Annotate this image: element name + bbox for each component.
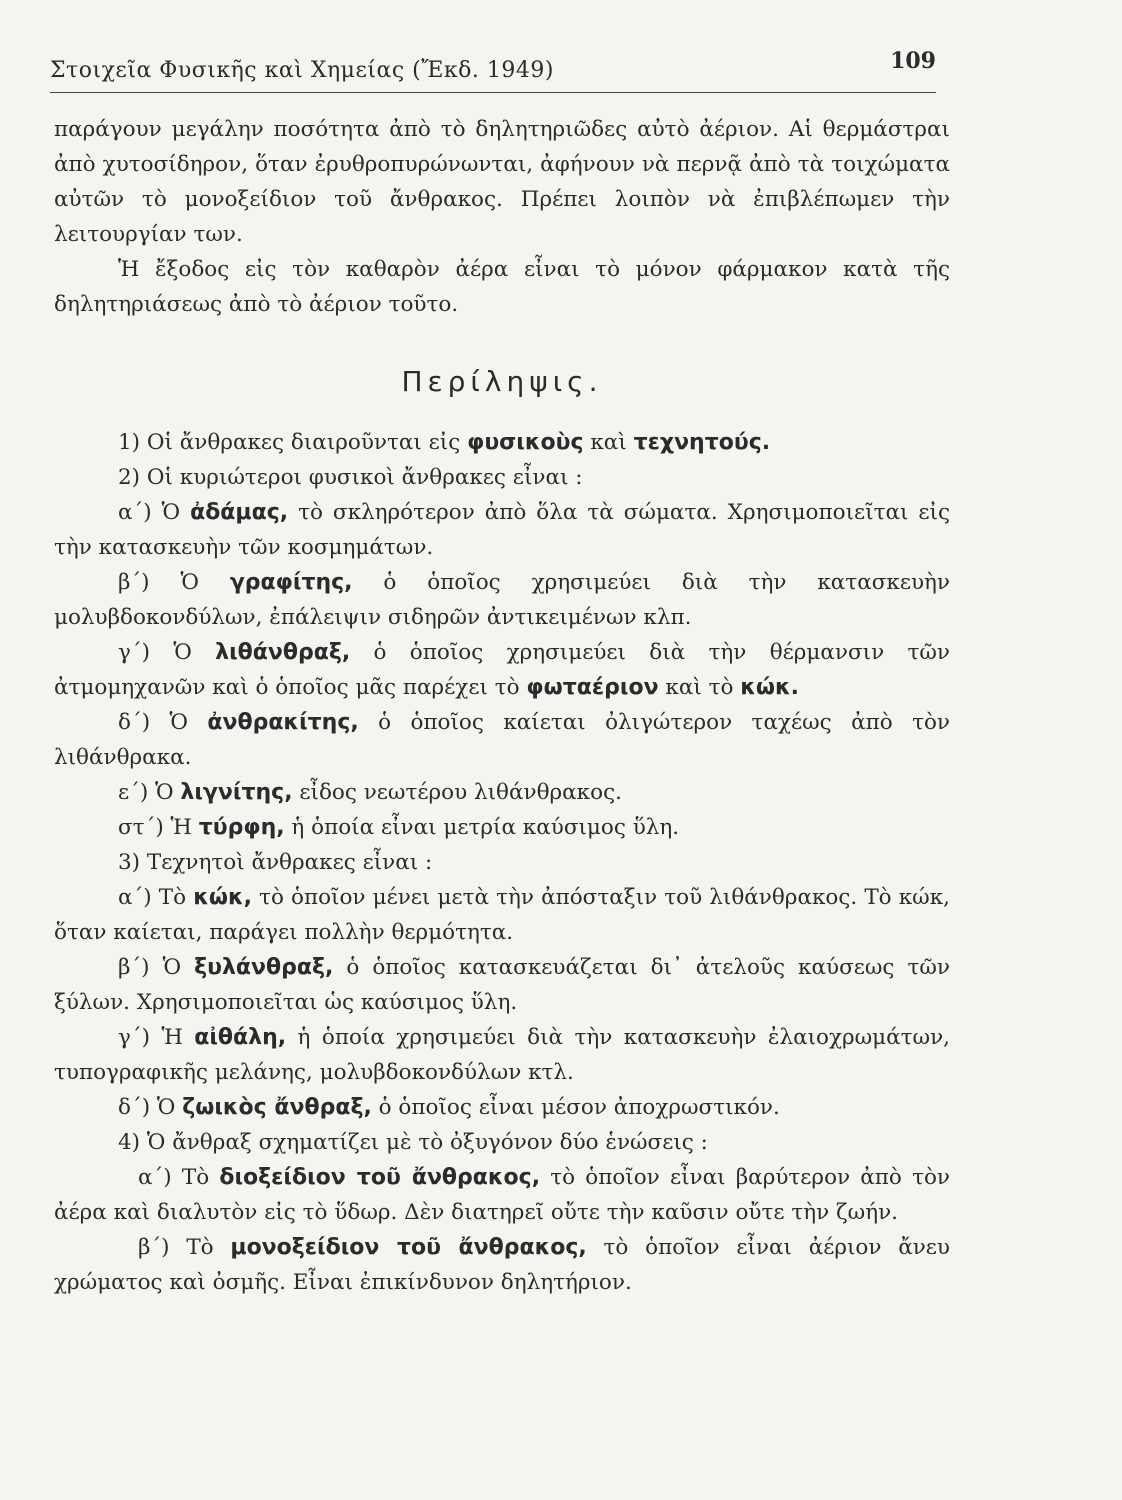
- summary-item-3: 3) Τεχνητοὶ ἄνθρακες εἶναι :: [118, 850, 433, 875]
- running-header: [50, 48, 936, 93]
- summary-item-4b: β΄) Τὸ μονοξείδιον τοῦ ἄνθρακος, τὸ ὁποῖον εἶναι ἀέριον ἄνευ χρώματος καὶ ὀσμῆς. Εἶναι ἐπικίνδυνον δηλητήριον.: [54, 1235, 950, 1295]
- summary-item-2a: α΄) Ὁ ἀδάμας, τὸ σκληρότερον ἀπὸ ὅλα τὰ σώματα. Χρησιμοποιεῖται εἰς τὴν κατασκευὴν τῶν κοσμημάτων.: [54, 500, 950, 560]
- paragraph-continuation: παράγουν μεγάλην ποσότητα ἀπὸ τὸ δηλητηριῶδες αὐτὸ ἀέριον. Αἱ θερμάστραι ἀπὸ χυτοσίδηρον, ὅταν ἐρυθροπυρώνωνται, ἀφήνουν νὰ περνᾷ ἀπὸ τὰ τοιχώματα αὐτῶν τὸ μονοξείδιον τοῦ ἄνθρακος. Πρέπει λοιπὸν νὰ ἐπιβλέπωμεν τὴν λειτουργίαν των.: [54, 117, 950, 247]
- summary-item-3c: γ΄) Ἡ αἰθάλη, ἡ ὁποία χρησιμεύει διὰ τὴν κατασκευὴν ἐλαιοχρωμάτων, τυπογραφικῆς μελάνης, μολυβδοκονδύλων κτλ.: [54, 1025, 950, 1085]
- summary-item-2e: ε΄) Ὁ λιγνίτης, εἶδος νεωτέρου λιθάνθρακος.: [118, 780, 622, 805]
- summary-item-2: 2) Οἱ κυριώτεροι φυσικοὶ ἄνθρακες εἶναι :: [118, 465, 583, 490]
- summary-item-2b: β΄) Ὁ γραφίτης, ὁ ὁποῖος χρησιμεύει διὰ τὴν κατασκευὴν μολυβδοκονδύλων, ἐπάλειψιν σιδηρῶν ἀντικειμένων κλπ.: [54, 570, 950, 630]
- paragraph-fresh-air: Ἡ ἔξοδος εἰς τὸν καθαρὸν ἀέρα εἶναι τὸ μόνον φάρμακον κατὰ τῆς δηλητηριάσεως ἀπὸ τὸ ἀέριον τοῦτο.: [54, 257, 950, 317]
- body-text: [54, 112, 950, 1300]
- page-number: 109: [890, 48, 936, 74]
- summary-item-3a: α΄) Τὸ κώκ, τὸ ὁποῖον μένει μετὰ τὴν ἀπόσταξιν τοῦ λιθάνθρακος. Τὸ κώκ, ὅταν καίεται, παράγει πολλὴν θερμότητα.: [54, 885, 950, 945]
- summary-item-1: 1) Οἱ ἄνθρακες διαιροῦνται εἰς φυσικοὺς καὶ τεχνητούς.: [118, 430, 771, 455]
- summary-item-2f: στ΄) Ἡ τύρφη, ἡ ὁποία εἶναι μετρία καύσιμος ὕλη.: [118, 815, 680, 840]
- summary-item-2d: δ΄) Ὁ ἀνθρακίτης, ὁ ὁποῖος καίεται ὀλιγώτερον ταχέως ἀπὸ τὸν λιθάνθρακα.: [54, 710, 950, 770]
- summary-item-4a: α΄) Τὸ διοξείδιον τοῦ ἄνθρακος, τὸ ὁποῖον εἶναι βαρύτερον ἀπὸ τὸν ἀέρα καὶ διαλυτὸν εἰς τὸ ὕδωρ. Δὲν διατηρεῖ οὔτε τὴν καῦσιν οὔτε τὴν ζωήν.: [54, 1165, 950, 1225]
- summary-heading: Περίληψις.: [401, 365, 603, 398]
- summary-item-3d: δ΄) Ὁ ζωικὸς ἄνθραξ, ὁ ὁποῖος εἶναι μέσον ἀποχρωστικόν.: [118, 1095, 780, 1120]
- running-title: Στοιχεῖα Φυσικῆς καὶ Χημείας (Ἔκδ. 1949): [50, 58, 554, 83]
- summary-item-2c: γ΄) Ὁ λιθάνθραξ, ὁ ὁποῖος χρησιμεύει διὰ τὴν θέρμανσιν τῶν ἀτμομηχανῶν καὶ ὁ ὁποῖος μᾶς παρέχει τὸ φωταέριον καὶ τὸ κώκ.: [54, 640, 950, 700]
- summary-item-4: 4) Ὁ ἄνθραξ σχηματίζει μὲ τὸ ὀξυγόνον δύο ἑνώσεις :: [118, 1130, 708, 1155]
- summary-item-3b: β΄) Ὁ ξυλάνθραξ, ὁ ὁποῖος κατασκευάζεται δι᾽ ἀτελοῦς καύσεως τῶν ξύλων. Χρησιμοποιεῖται ὡς καύσιμος ὕλη.: [54, 955, 950, 1015]
